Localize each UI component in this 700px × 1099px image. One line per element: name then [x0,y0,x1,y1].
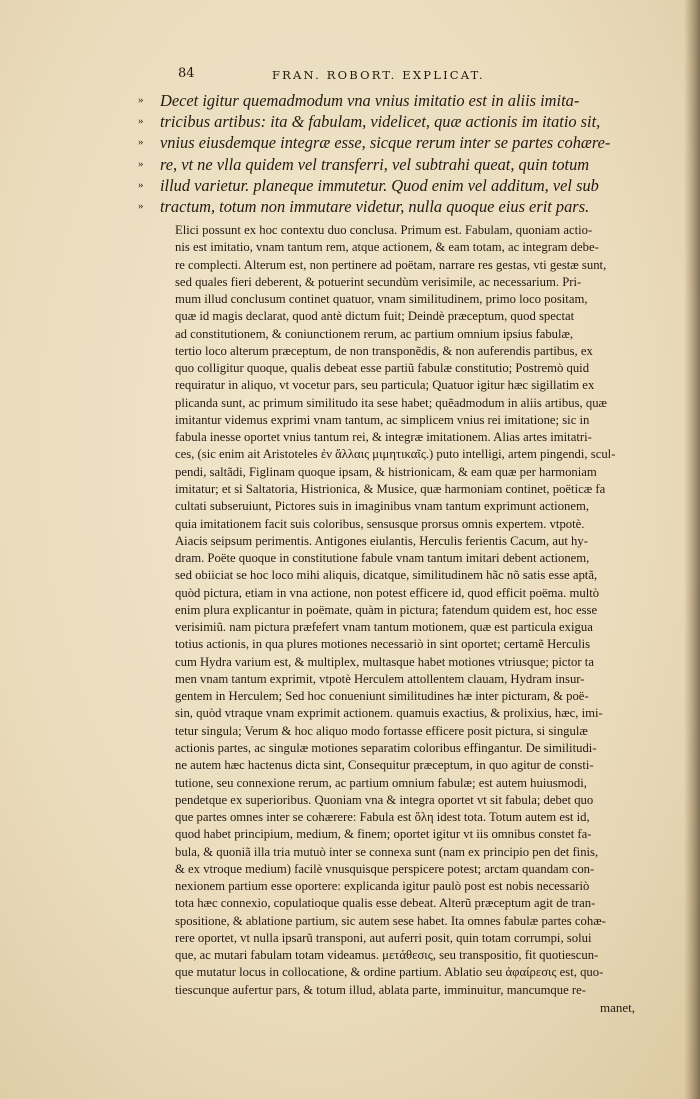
commentary-line: nexionem partium esse oportere: explicanda igitur paulò post est nobis necessariò [175,879,590,894]
commentary-line: enim plura explicantur in poëmate, quàm in pictura; fatendum quidem est, hoc esse [175,602,598,617]
quote-mark: » [138,136,144,149]
commentary-line: tiescunque aufertur pars, & totum illud, ablata parte, imminuitur, mancumque re- [175,982,587,997]
commentary-line: bula, & quoniã illa tria mutuò inter se connexa sunt (nam ex principio pen det finis, [175,844,599,859]
quote-line-text: re, vt ne vlla quidem vel transferri, vel subtrahi queat, quin totum [160,154,590,174]
commentary-line: pendetque ex superioribus. Quoniam vna & integra oportet vt sit fabula; debet quo [175,792,594,807]
commentary-line: tota hæc connexio, copulatioque qualis esse debeat. Alterũ præceptum agit de tran- [175,896,596,911]
running-title: FRAN. ROBORT. EXPLICAT. [272,68,485,82]
commentary-line: verisimiũ. nam pictura præfefert vnam tantum motionem, quæ est particula exigua [175,620,593,635]
commentary-line: & ex vtroque medium) facilè vnusquisque perspicere potest; arctam quandam con- [175,861,595,876]
commentary-line: quod habet principium, medium, & finem; oportet igitur vt iis omnibus constet fa- [175,827,592,842]
quoted-passage [138,90,635,217]
quote-line [138,196,635,217]
quote-line [138,90,635,111]
commentary-line: ad constitutionem, & coniunctionem rerum, ac partium omnium ipsius fabulæ, [175,326,574,341]
commentary-line: quæ id magis declarat, quod antè dictum fuit; Deindè præceptum, quod spectat [175,309,575,324]
commentary-line: que mutatur locus in collocatione, & ordine partium. Ablatio seu ἀφαίρεσις est, quo- [175,965,604,980]
commentary-line: manet, [599,999,635,1015]
commentary-line: plicanda sunt, ac primum similitudo ita sese habet; quẽadmodum in aliis artibus, quæ [175,395,608,410]
quote-mark: » [138,178,144,191]
commentary-line: nis est imitatio, vnam tantum rem, atque actionem, & eam totam, ac integram debe- [175,240,599,255]
quote-line-text: Decet igitur quemadmodum vna vnius imitatio est in aliis imita- [160,91,580,110]
commentary-line: tertio loco alterum præceptum, de non transponẽdis, & non auferendis partibus, ex [175,343,593,358]
commentary-line: sed quales fieri deberent, & potuerint secundùm verisimile, ac necessarium. Pri- [175,274,582,289]
commentary-line: Elici possunt ex hoc contextu duo conclusa. Primum est. Fabulam, quoniam actio- [175,223,593,237]
commentary-line: re complecti. Alterum est, non pertinere ad poëtam, narrare res gestas, vti gestæ sunt, [175,257,607,272]
quote-mark: » [138,157,144,170]
commentary-line: requiratur in aliquo, vt vocetur pars, seu particula; Quatuor igitur hæc sigillatim ex [175,378,595,393]
commentary-line: tutione, seu connexione rerum, ac partium omnium fabulæ; est autem huiusmodi, [175,775,587,790]
quote-line-text: tractum, totum non immutare videtur, nulla quoque eius erit pars. [160,196,590,216]
commentary-line: sed obiiciat se hoc loco mihi aliquis, dicatque, similitudinem hãc nõ satis esse aptã, [175,568,598,583]
commentary-line: spositione, & ablatione partium, sic autem sese habet. Ita omnes fabulæ partes cohæ- [175,913,606,928]
commentary-line: men vnam tantum exprimit, vtpotè Herculem attollentem clauam, Hydram insur- [175,671,585,686]
page-gutter-shadow [684,0,700,1099]
quote-line-text: tricibus artibus: ita & fabulam, videlicet, quæ actionis im itatio sit, [160,112,601,132]
quote-line [138,175,635,196]
commentary-line: cultati subseruiunt, Pictores suis in imaginibus vnam tantum exprimunt actionem, [175,499,590,514]
commentary-line: totius actionis, in qua plures motiones necessariò in sint oportet; certamẽ Herculis [175,637,591,652]
commentary-line: Aiacis seipsum perimentis. Antigones eiulantis, Herculis ferientis Cacum, aut hy- [175,533,588,548]
quote-line-text: vnius eiusdemque integræ esse, sicque rerum inter se partes cohære- [160,133,611,153]
commentary-text [175,222,635,1016]
commentary-line: fabula inesse oportet vnius tantum rei, & integræ imitationem. Alias artes imitatri- [175,430,592,445]
commentary-line: cum Hydra varium est, & multiplex, multasque habet motiones vtriusque; pictor ta [175,654,594,669]
quote-mark: » [138,115,144,128]
commentary-line: quia imitationem facit suis coloribus, sensusque prorsus omnis expertem. vtpotè. [175,516,585,531]
commentary-line: dram. Poëte quoque in constitutione fabule vnam tantum imitari debent actionem, [175,551,590,566]
commentary-line: tetur singula; Verum & hoc aliquo modo fortasse efficere posit pictura, si singulæ [175,723,588,738]
commentary-line: quòd pictura, etiam in vna actione, non potest efficere id, quod efficit poëma. multò [175,585,600,600]
quote-line [138,132,635,153]
commentary-line: quo colligitur quoque, qualis debeat esse partiũ fabulæ constitutio; Postremò quid [175,361,590,376]
commentary-line: gentem in Herculem; Sed hoc conueniunt similitudines hæ inter picturam, & poë- [175,689,589,704]
commentary-line: pendi, saltãdi, Figlinam quoque ipsam, & histrionicam, & eam quæ per harmoniam [175,464,597,479]
commentary-line: mum illud conclusum continet quatuor, vnam similitudinem, primo loco positam, [175,292,588,307]
commentary-line: rere oportet, vt nulla ipsarũ transponi, aut auferri posit, quin totam corrumpi, solui [175,930,592,945]
quote-mark: » [138,199,144,212]
commentary-line: actionis partes, ac singulæ motiones separatim coloribus effingantur. De similitudi- [175,740,597,755]
page-number: 84 [178,66,195,81]
commentary-line: sin, quòd vtraque vnam exprimit actionem. quamuis exactius, & prolixius, hæc, imi- [175,706,603,721]
quote-line-text: illud varietur. planeque immutetur. Quod enim vel additum, vel sub [160,175,599,195]
commentary-line: imitantur videmus exprimi vnam tantum, ac simplicem vnius rei imitatione; sic in [175,412,590,427]
commentary-line: que, ac mutari fabulam totam videamus. μετάθεσις, seu transpositio, fit quotiescun- [175,948,599,963]
commentary-line: ces, (sic enim ait Aristoteles ἐν ἄλλαις μιμητικαῖς.) puto intelligi, artem pingendi, scul- [175,447,616,462]
quote-line [138,154,635,175]
quote-mark: » [138,94,144,106]
commentary-line: que partes omnes inter se cohærere: Fabula est ὅλη idest tota. Totum autem est id, [175,810,590,825]
commentary-line: imitatur; et si Saltatoria, Histrionica, & Musice, quæ harmoniam continet, poëticæ fa [175,481,606,496]
page-header [178,66,598,84]
commentary-line: ne autem hæc hactenus dicta sint, Consequitur præceptum, in quo agitur de consti- [175,758,594,773]
quote-line [138,111,635,132]
